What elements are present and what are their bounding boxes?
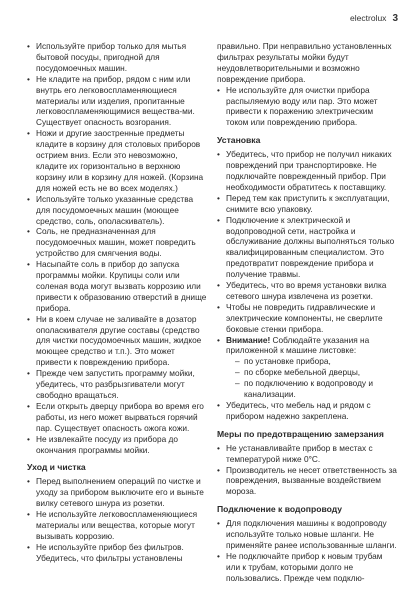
list-item: • Подключение к электрической и водопроводной сети, настройка и обслуживание должны выполняться только квалифицированным специалистом. Это предотвратит повреждение прибора и получение травмы. [217,215,397,280]
list-item: • Не используйте для очистки прибора распыляемую воду или пар. Это может привести к поражению электрическим током или повреждению прибора. [217,85,397,129]
brand-name: electrolux [350,13,387,23]
warning-sublist [226,356,397,400]
frost-list [217,443,397,498]
section-title-care: Уход и чистка [27,462,86,473]
list-item: • Перед тем как приступить к эксплуатации, снимите всю упаковку. [217,193,397,215]
list-item: • Если открыть дверцу прибора во время его работы, из него может вырваться горячий пар. Существует опасность ожога кожи. [27,401,209,434]
safety-list [27,41,209,455]
list-item: • Насыпайте соль в прибор до запуска программы мойки. Крупицы соли или соленая вода могут вызвать коррозию или привести к образованию отверстий в днище прибора. [27,259,209,314]
list-item: • Чтобы не повредить гидравлические и электрические компоненты, не сверлите боковые стенки прибора. [217,302,397,335]
section-title-frost: Меры по предотвращению замерзания [217,428,384,439]
installation-list [217,149,397,422]
water-list [217,518,397,583]
page-number: 3 [392,13,398,24]
care-list-continued [217,85,397,129]
warning-label: Внимание! [226,334,271,345]
list-item: • Для подключения машины к водопроводу используйте только новые шланги. Не применяйте ранее использованные шланги. [217,518,397,551]
section-title-installation: Установка [217,135,261,146]
list-item: • Не кладите на прибор, рядом с ним или внутрь его легковоспламеняющиеся материалы или изделия, пропитанные легковоспламеняющимися вещества-ми. Существует опасность возгорания. [27,74,209,129]
care-list [27,476,209,563]
list-item: • Ни в коем случае не заливайте в дозатор ополаскивателя другие составы (средство для чистки посудомоечных машин, жидкое моющее средство и т.п.). Это может привести к повреждению прибора. [27,314,209,369]
list-item: • Убедитесь, что прибор не получил никаких повреждений при транспортировке. Не подключайте поврежденный прибор. При необходимости обратитесь к поставщику. [217,149,397,193]
list-item: • Ножи и другие заостренные предметы кладите в корзину для столовых приборов острием вниз. Если это невозможно, кладите их горизонтально в верхнюю корзину или в корзину для ножей. (Корзина для ножей есть не во всех моделях.) [27,128,209,193]
list-item: • Прежде чем запустить программу мойки, убедитесь, что разбрызгиватели могут свободно вращаться. [27,368,209,401]
list-item: • Не используйте прибор без фильтров. Убедитесь, что фильтры установлены [27,542,209,564]
list-item: • Используйте прибор только для мытья бытовой посуды, пригодной для посудомоечных машин. [27,41,209,74]
left-column [27,41,209,564]
warning-text: Соблюдайте указания на приложенной к машине листовке: [226,334,370,356]
list-item: • Убедитесь, что во время установки вилка сетевого шнура извлечена из розетки. [217,280,397,302]
right-column [217,41,397,584]
list-item: • Соль, не предназначенная для посудомоечных машин, может повредить устройство для смягчения воды. [27,226,209,259]
list-item: • Убедитесь, что мебель над и рядом с прибором надежно закреплена. [217,400,397,422]
list-item: • Используйте только указанные средства для посудомоечных машин (моющее средство, соль, ополаскиватель). [27,194,209,227]
sublist-item: – по сборке мебельной дверцы, [226,367,397,378]
sublist-item: – по подключению к водопроводу и канализации. [226,378,397,400]
continued-paragraph: правильно. При неправильно установленных фильтрах результаты мойки будут неудовлетворительными и возможно повреждение прибора. [217,41,392,84]
list-item: • Не извлекайте посуду из прибора до окончания программы мойки. [27,434,209,456]
sublist-item: – по установке прибора, [226,356,397,367]
list-item: • Не подключайте прибор к новым трубам или к трубам, которыми долго не пользовались. Прежде чем подклю- [217,551,397,584]
warning-item [217,335,397,400]
list-item: • Перед выполнением операций по чистке и уходу за прибором выключите его и выньте вилку сетевого шнура из розетки. [27,476,209,509]
section-title-water: Подключение к водопроводу [217,504,343,515]
list-item: • Производитель не несет ответственность за повреждения, вызванные воздействием мороза. [217,465,397,498]
list-item: • Не устанавливайте прибор в местах с температурой ниже 0°C. [217,443,397,465]
list-item: • Не используйте легковоспламеняющиеся материалы или вещества, которые могут вызывать коррозию. [27,509,209,542]
page-header [350,13,398,24]
